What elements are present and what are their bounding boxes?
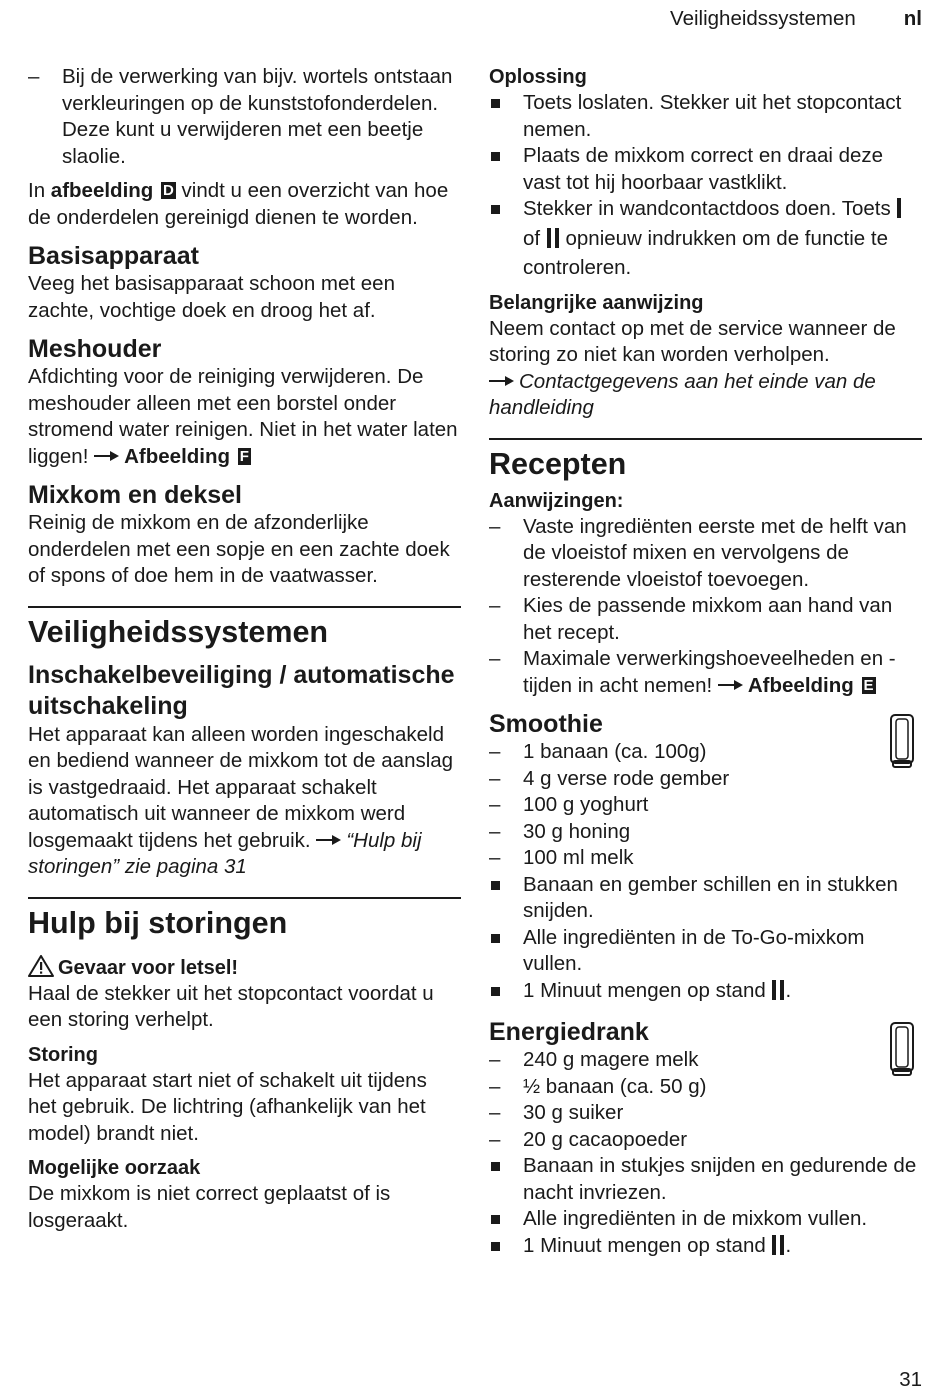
aanwijzing-item: – Vaste ingrediënten eerste met de helft van de vloeistof mixen en vervolgens de resterende vloeistof toevoegen. [489, 514, 922, 594]
left-column [28, 64, 461, 1234]
intro-dash-item: – Bij de verwerking van bijv. wortels ontstaan verkleuringen op de kunststofonderdelen. Deze kunt u verwijderen met een beetje slaolie. [28, 64, 461, 170]
ingredient-item: – 100 g yoghurt [489, 792, 922, 819]
intro-bold-ref: afbeelding [50, 179, 154, 202]
ingredient-item: – 240 g magere melk [489, 1047, 922, 1074]
ingredient-item: – 30 g honing [489, 819, 922, 846]
step-item: Banaan en gember schillen en in stukken snijden. [489, 872, 922, 925]
aanwijzing-ref: Contactgegevens aan het einde van de handleiding [489, 369, 876, 419]
recepten-heading: Recepten [489, 446, 627, 481]
figure-d-box: D [163, 182, 174, 199]
arrow-icon [718, 679, 744, 691]
step-item: Alle ingrediënten in de mixkom vullen. [489, 1206, 922, 1233]
inschakel-text [28, 722, 461, 881]
aanwijzing-item: – Kies de passende mixkom aan hand van het recept. [489, 593, 922, 646]
aanwijzing-heading: Belangrijke aanwijzing [489, 291, 704, 314]
oplossing-heading: Oplossing [489, 66, 587, 88]
speed-1-icon [896, 198, 902, 226]
ingredient-item: – 30 g suiker [489, 1100, 922, 1127]
oplossing-item: Plaats de mixkom correct en draai deze vast tot hij hoorbaar vastklikt. [489, 143, 922, 196]
ingredient-item: – 1 banaan (ca. 100g) [489, 739, 922, 766]
meshouder-body: Afdichting voor de reiniging verwijderen. De meshouder alleen met een borstel onder stromend water reinigen. Niet in het water laten liggen! [28, 365, 458, 468]
veiligheid-heading: Veiligheidssystemen [28, 614, 329, 649]
ingredient-item: – 4 g verse rode gember [489, 766, 922, 793]
basis-text: Veeg het basisapparaat schoon met een zachte, vochtige doek en droog het af. [28, 272, 395, 322]
ingredient-item: – 100 ml melk [489, 845, 922, 872]
intro-paragraph [28, 178, 461, 231]
meshouder-text [28, 364, 461, 470]
arrow-icon [94, 450, 120, 462]
meshouder-heading: Meshouder [28, 335, 162, 363]
oplossing-item: Toets loslaten. Stekker uit het stopcontact nemen. [489, 90, 922, 143]
energie-heading: Energiedrank [489, 1018, 649, 1046]
header-language: nl [903, 7, 922, 30]
right-column [489, 64, 922, 1262]
section-rule [28, 606, 461, 650]
smoothie-recipe [489, 709, 922, 1007]
intro-suffix: vindt u een overzicht van hoe de onderdelen gereinigd dienen te worden. [28, 179, 449, 229]
speed-2-icon [546, 228, 560, 256]
gevaar-title: Gevaar voor letsel! [58, 956, 239, 979]
oplossing-3b: of [523, 226, 546, 250]
meshouder-ref: Afbeelding [124, 444, 231, 468]
figure-f-box: F [239, 447, 249, 465]
energie-recipe [489, 1017, 922, 1262]
speed-2-icon [771, 980, 785, 1008]
step-item: Banaan in stukjes snijden en gedurende de nacht invriezen. [489, 1153, 922, 1206]
oplossing-3c: opnieuw indrukken om de functie te controleren. [523, 226, 888, 279]
aanwijzing-text: Neem contact op met de service wanneer de storing zo niet kan worden verholpen. [489, 316, 896, 366]
oorzaak-heading: Mogelijke oorzaak [28, 1157, 201, 1179]
mixkom-heading: Mixkom en deksel [28, 481, 242, 509]
smoothie-last-step: 1 Minuut mengen op stand [523, 978, 772, 1002]
gevaar-text: Haal de stekker uit het stopcontact voordat u een storing verhelpt. [28, 981, 434, 1031]
oorzaak-text: De mixkom is niet correct geplaatst of is losgeraakt. [28, 1182, 391, 1232]
step-item: Alle ingrediënten in de To-Go-mixkom vullen. [489, 925, 922, 978]
gevaar-heading [28, 955, 461, 981]
aanwijzing-ref-line [489, 369, 922, 422]
speed-2-icon [771, 1235, 785, 1263]
arrow-icon [489, 375, 515, 387]
page-header [670, 6, 922, 33]
mixkom-text: Reinig de mixkom en de afzonderlijke onderdelen met een sopje en een zachte doek of spons of doe hem in de vaatwasser. [28, 511, 450, 587]
inschakel-body: Het apparaat kan alleen worden ingeschakeld en bediend wanneer de mixkom tot de aanslag is vastgedraaid. Het apparaat schakelt automatisch uit wanneer de mixkom werd losgemaakt tijdens het gebruik. [28, 722, 454, 852]
ingredient-item: – 20 g cacaopoeder [489, 1127, 922, 1154]
hulp-heading: Hulp bij storingen [28, 905, 288, 940]
section-rule [28, 897, 461, 941]
section-rule [489, 438, 922, 482]
storing-text: Het apparaat start niet of schakelt uit tijdens het gebruik. De lichtring (afhankelijk van het model) brandt niet. [28, 1068, 427, 1145]
step-item: 1 Minuut mengen op stand . [489, 1233, 922, 1263]
basis-heading: Basisapparaat [28, 242, 199, 270]
inschakel-heading: Inschakelbeveiliging / automatische uitschakeling [28, 660, 455, 720]
figure-e-box: E [863, 676, 874, 694]
smoothie-heading: Smoothie [489, 710, 603, 738]
aanwijzing-item [489, 646, 922, 699]
header-section-title: Veiligheidssystemen [670, 7, 856, 30]
energie-last-step: 1 Minuut mengen op stand [523, 1233, 772, 1257]
arrow-icon [316, 834, 342, 846]
step-item: 1 Minuut mengen op stand . [489, 978, 922, 1008]
storing-heading: Storing [28, 1043, 98, 1066]
intro-prefix: In [28, 179, 51, 202]
aanwijzing-last-ref: Afbeelding [747, 673, 854, 697]
ingredient-item: – ½ banaan (ca. 50 g) [489, 1074, 922, 1101]
oplossing-3a: Stekker in wandcontactdoos doen. Toets [523, 197, 897, 220]
aanwijzingen-heading: Aanwijzingen: [489, 489, 624, 512]
oplossing-item [489, 196, 922, 282]
inschakel-ref: “Hulp bij storingen” zie pagina 31 [28, 828, 422, 878]
warning-triangle-icon [28, 955, 54, 977]
page-number: 31 [899, 1367, 922, 1391]
aanwijzing-last-text: Maximale verwerkingshoeveelheden en -tijden in acht nemen! [523, 647, 896, 697]
